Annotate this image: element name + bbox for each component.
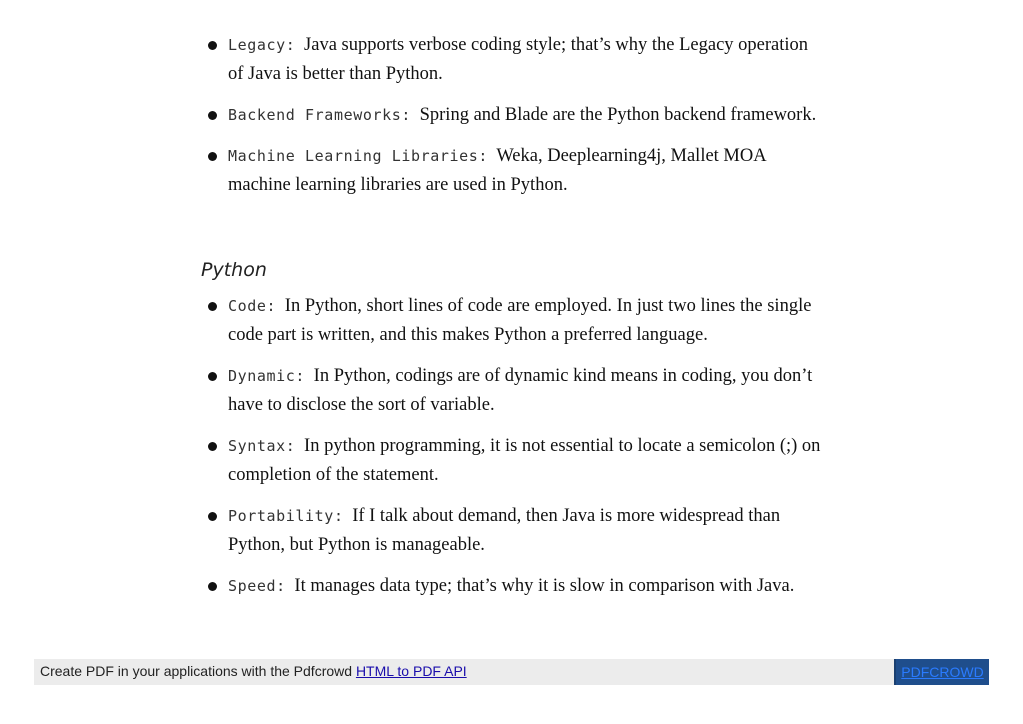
pdfcrowd-brand-link[interactable]: PDFCROWD — [894, 659, 989, 685]
bullet-icon — [208, 372, 217, 381]
java-feature-list — [208, 31, 828, 212]
item-text: It manages data type; that’s why it is slow in comparison with Java. — [294, 576, 795, 596]
item-term: Backend Frameworks: — [228, 106, 411, 124]
bullet-icon — [208, 152, 217, 161]
item-term: Syntax: — [228, 437, 296, 455]
item-term: Dynamic: — [228, 367, 306, 385]
item-term: Portability: — [228, 507, 344, 525]
item-text: In Python, short lines of code are employed. In just two lines the single code part is written, and this makes Python a preferred language. — [228, 296, 812, 345]
item-term: Speed: — [228, 577, 286, 595]
item-text: If I talk about demand, then Java is more widespread than Python, but Python is manageable. — [228, 506, 781, 555]
bullet-icon — [208, 582, 217, 591]
bullet-icon — [208, 111, 217, 120]
bullet-icon — [208, 442, 217, 451]
item-text: Java supports verbose coding style; that’s why the Legacy operation of Java is better than Python. — [228, 35, 809, 84]
list-item — [208, 292, 828, 350]
list-item — [208, 101, 828, 130]
item-text: In python programming, it is not essential to locate a semicolon (;) on completion of the statement. — [228, 436, 821, 485]
list-item — [208, 502, 828, 560]
list-item — [208, 142, 828, 200]
item-term: Code: — [228, 297, 277, 315]
item-term: Legacy: — [228, 36, 296, 54]
footer-message: Create PDF in your applications with the Pdfcrowd — [40, 663, 353, 679]
section-heading: Python — [201, 259, 267, 281]
bullet-icon — [208, 41, 217, 50]
list-item — [208, 362, 828, 420]
item-term: Machine Learning Libraries: — [228, 147, 489, 165]
footer-text — [40, 663, 467, 679]
bullet-icon — [208, 512, 217, 521]
item-text: In Python, codings are of dynamic kind means in coding, you don’t have to disclose the sort of variable. — [228, 366, 813, 415]
item-text: Spring and Blade are the Python backend framework. — [419, 105, 817, 125]
bullet-icon — [208, 302, 217, 311]
list-item — [208, 432, 828, 490]
list-item — [208, 31, 828, 89]
pdfcrowd-footer-bar — [34, 659, 989, 685]
item-text: Weka, Deeplearning4j, Mallet MOA machine learning libraries are used in Python. — [228, 146, 766, 195]
list-item — [208, 572, 828, 601]
html-to-pdf-api-link[interactable]: HTML to PDF API — [355, 663, 467, 679]
python-feature-list — [208, 292, 828, 613]
